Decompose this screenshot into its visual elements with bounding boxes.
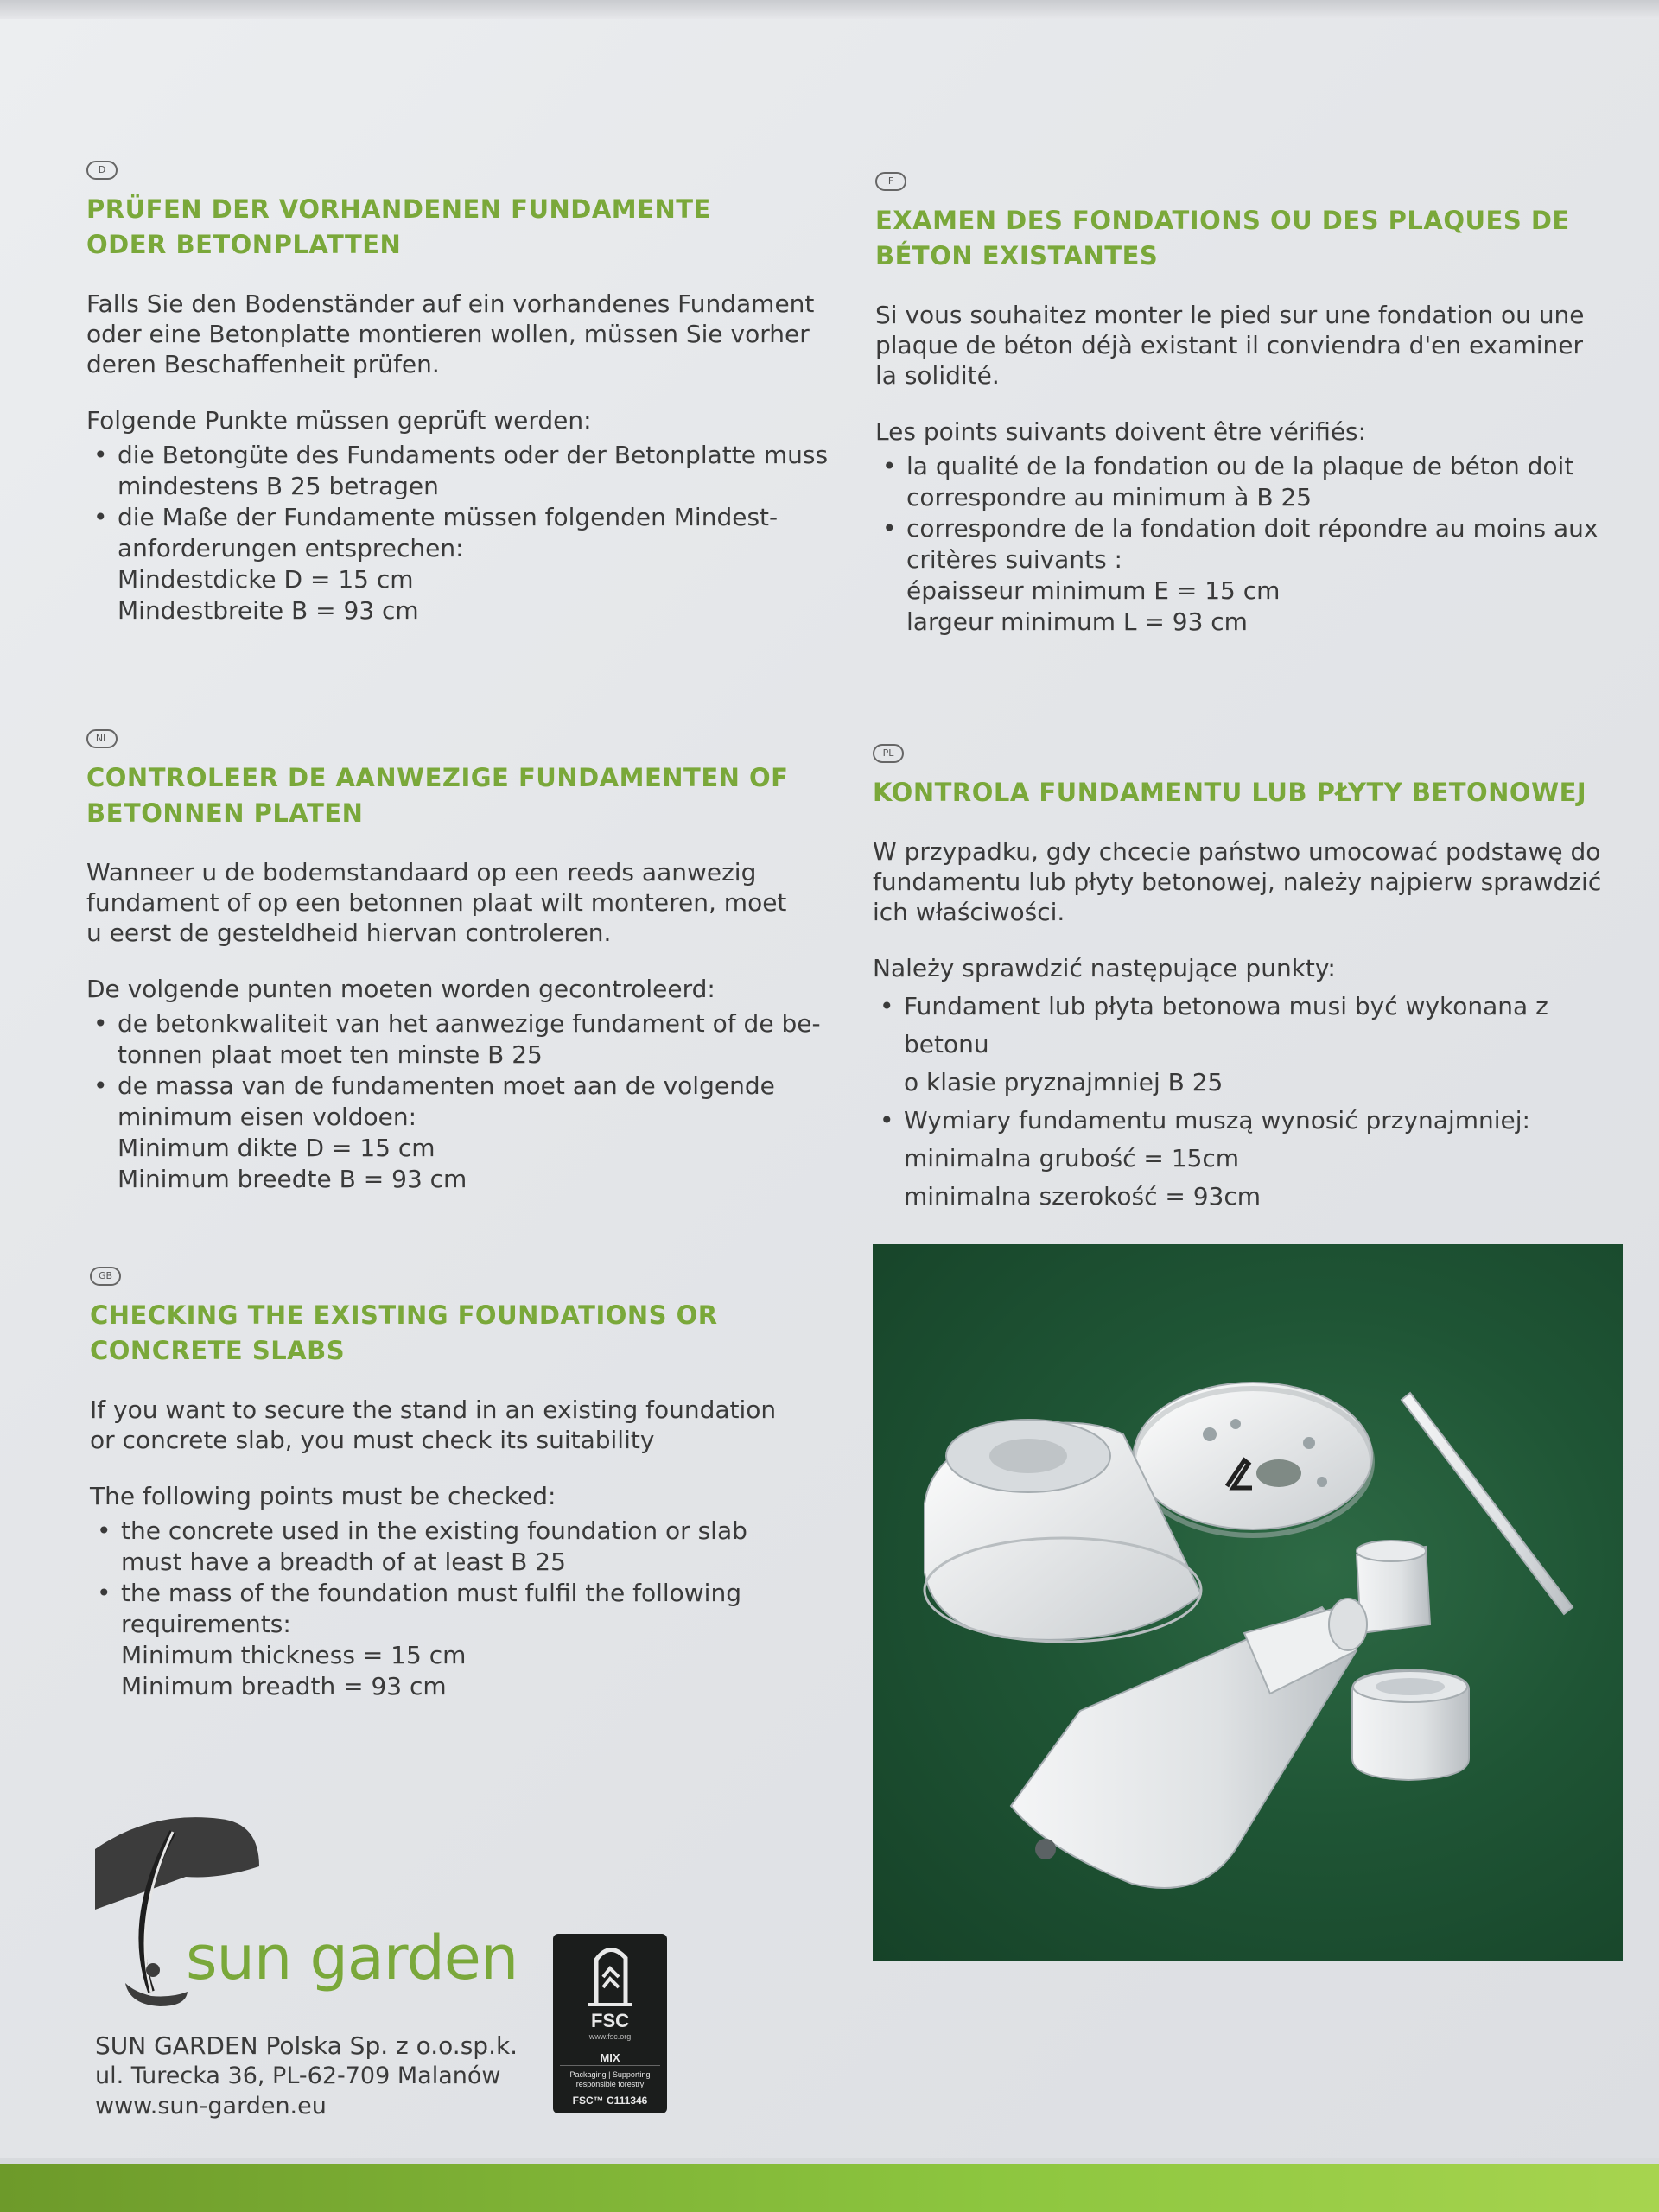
point-nl-2: • de massa van de fundamenten moet aan de volgende minimum eisen voldoen: xyxy=(86,1071,847,1133)
screw-ring-part xyxy=(1352,1669,1469,1780)
fsc-mix: MIX xyxy=(600,2051,620,2064)
sub-de-1: Mindestdicke D = 15 cm xyxy=(118,565,414,594)
points-de xyxy=(86,440,847,564)
company-address: ul. Turecka 36, PL-62-709 Malanów xyxy=(95,2063,501,2089)
point-fr-2: • correspondre de la fondation doit répondre au moins aux critères suivants : xyxy=(875,513,1636,575)
bottom-green-stripe xyxy=(0,2164,1659,2212)
fsc-web: www.fsc.org xyxy=(588,2032,632,2041)
paragraph-fr: Si vous souhaitez monter le pied sur une fondation ou une plaque de béton déjà existant il conviendra d'en examiner la solidité. xyxy=(875,301,1585,390)
section-fr xyxy=(875,171,1636,638)
fsc-code: FSC™ C111346 xyxy=(572,2094,648,2107)
points-gb xyxy=(90,1516,850,1640)
sleeve-part xyxy=(1357,1541,1430,1633)
sub-pl-1: minimalna grubość = 15cm xyxy=(904,1144,1240,1173)
company-name: SUN GARDEN Polska Sp. z o.o.sp.k. xyxy=(95,2031,518,2060)
company-website: www.sun-garden.eu xyxy=(95,2093,327,2120)
heading-de: PRÜFEN DER VORHANDENEN FUNDAMENTE ODER BETONPLATTEN xyxy=(86,194,711,259)
lang-badge-pl: PL xyxy=(873,744,904,763)
sub-fr-1: épaisseur minimum E = 15 cm xyxy=(906,576,1281,605)
heading-gb: CHECKING THE EXISTING FOUNDATIONS OR CONCRETE SLABS xyxy=(90,1300,718,1365)
paragraph-gb: If you want to secure the stand in an existing foundation or concrete slab, you must check its suitability xyxy=(90,1395,777,1454)
base-plate-part xyxy=(1134,1382,1372,1535)
point-fr-1: • la qualité de la fondation ou de la plaque de béton doit correspondre au minimum à B 25 xyxy=(875,451,1636,513)
point-gb-2: • the mass of the foundation must fulfil the following requirements: xyxy=(90,1578,850,1640)
lang-badge-fr: F xyxy=(875,172,906,191)
point-de-1: • die Betongüte des Fundaments oder der Betonplatte muss mindestens B 25 betragen xyxy=(86,440,847,502)
fsc-text: FSC xyxy=(591,2010,629,2031)
section-de xyxy=(86,160,847,626)
fsc-description: Packaging | Supporting responsible forestry xyxy=(569,2070,651,2088)
bottom-edge-line xyxy=(0,2158,1659,2164)
section-nl xyxy=(86,728,847,1195)
point-de-2: • die Maße der Fundamente müssen folgenden Mindest- anforderungen entsprechen: xyxy=(86,502,847,564)
logo-text: sun garden xyxy=(186,1923,518,1993)
section-gb xyxy=(90,1266,850,1702)
top-edge xyxy=(0,0,1659,19)
intro-gb: The following points must be checked: xyxy=(90,1482,556,1510)
point-pl-2: • Wymiary fundamentu muszą wynosić przynajmniej: xyxy=(873,1102,1633,1140)
fsc-tree-icon xyxy=(553,1934,667,2012)
heading-pl: KONTROLA FUNDAMENTU LUB PŁYTY BETONOWEJ xyxy=(873,778,1587,807)
paragraph-de: Falls Sie den Bodenständer auf ein vorhandenes Fundament oder eine Betonplatte montieren wollen, müssen Sie vorher deren Beschaffenheit prüfen. xyxy=(86,289,815,378)
lang-badge-nl: NL xyxy=(86,729,118,748)
sub-fr-2: largeur minimum L = 93 cm xyxy=(906,607,1248,636)
points-nl xyxy=(86,1008,847,1133)
intro-de: Folgende Punkte müssen geprüft werden: xyxy=(86,406,592,435)
point-pl-1: • Fundament lub płyta betonowa musi być wykonana z betonu o klasie pryznajmniej B 25 xyxy=(873,988,1633,1102)
point-nl-1: • de betonkwaliteit van het aanwezige fundament of de be- tonnen plaat moet ten minste B 25 xyxy=(86,1008,847,1071)
lang-badge-gb: GB xyxy=(90,1267,121,1286)
lang-badge-de: D xyxy=(86,161,118,180)
intro-nl: De volgende punten moeten worden gecontroleerd: xyxy=(86,975,715,1003)
fsc-divider xyxy=(560,2065,660,2066)
heading-fr: EXAMEN DES FONDATIONS OU DES PLAQUES DE BÉTON EXISTANTES xyxy=(875,206,1570,270)
points-fr xyxy=(875,451,1636,575)
sub-nl-1: Minimum dikte D = 15 cm xyxy=(118,1134,435,1162)
paragraph-pl: W przypadku, gdy chcecie państwo umocować podstawę do fundamentu lub płyty betonowej, należy najpierw sprawdzić ich właściwości. xyxy=(873,837,1602,926)
sub-nl-2: Minimum breedte B = 93 cm xyxy=(118,1165,467,1193)
parts-illustration xyxy=(873,1244,1623,1961)
company-address-block xyxy=(95,2031,518,2121)
fsc-label xyxy=(553,1934,667,2113)
sub-de-2: Mindestbreite B = 93 cm xyxy=(118,596,419,625)
sub-gb-2: Minimum breadth = 93 cm xyxy=(121,1672,447,1700)
sub-gb-1: Minimum thickness = 15 cm xyxy=(121,1641,467,1669)
umbrella-base-parts-photo xyxy=(873,1244,1623,1961)
section-pl xyxy=(873,743,1633,1216)
points-pl xyxy=(873,988,1633,1140)
paragraph-nl: Wanneer u de bodemstandaard op een reeds aanwezig fundament of op een betonnen plaat wilt monteren, moet u eerst de gesteldheid hiervan controleren. xyxy=(86,858,787,947)
intro-fr: Les points suivants doivent être vérifiés: xyxy=(875,417,1367,446)
intro-pl: Należy sprawdzić następujące punkty: xyxy=(873,954,1336,982)
point-gb-1: • the concrete used in the existing foundation or slab must have a breadth of at least B 25 xyxy=(90,1516,850,1578)
sub-pl-2: minimalna szerokość = 93cm xyxy=(904,1182,1262,1211)
heading-nl: CONTROLEER DE AANWEZIGE FUNDAMENTEN OF BETONNEN PLATEN xyxy=(86,763,789,828)
